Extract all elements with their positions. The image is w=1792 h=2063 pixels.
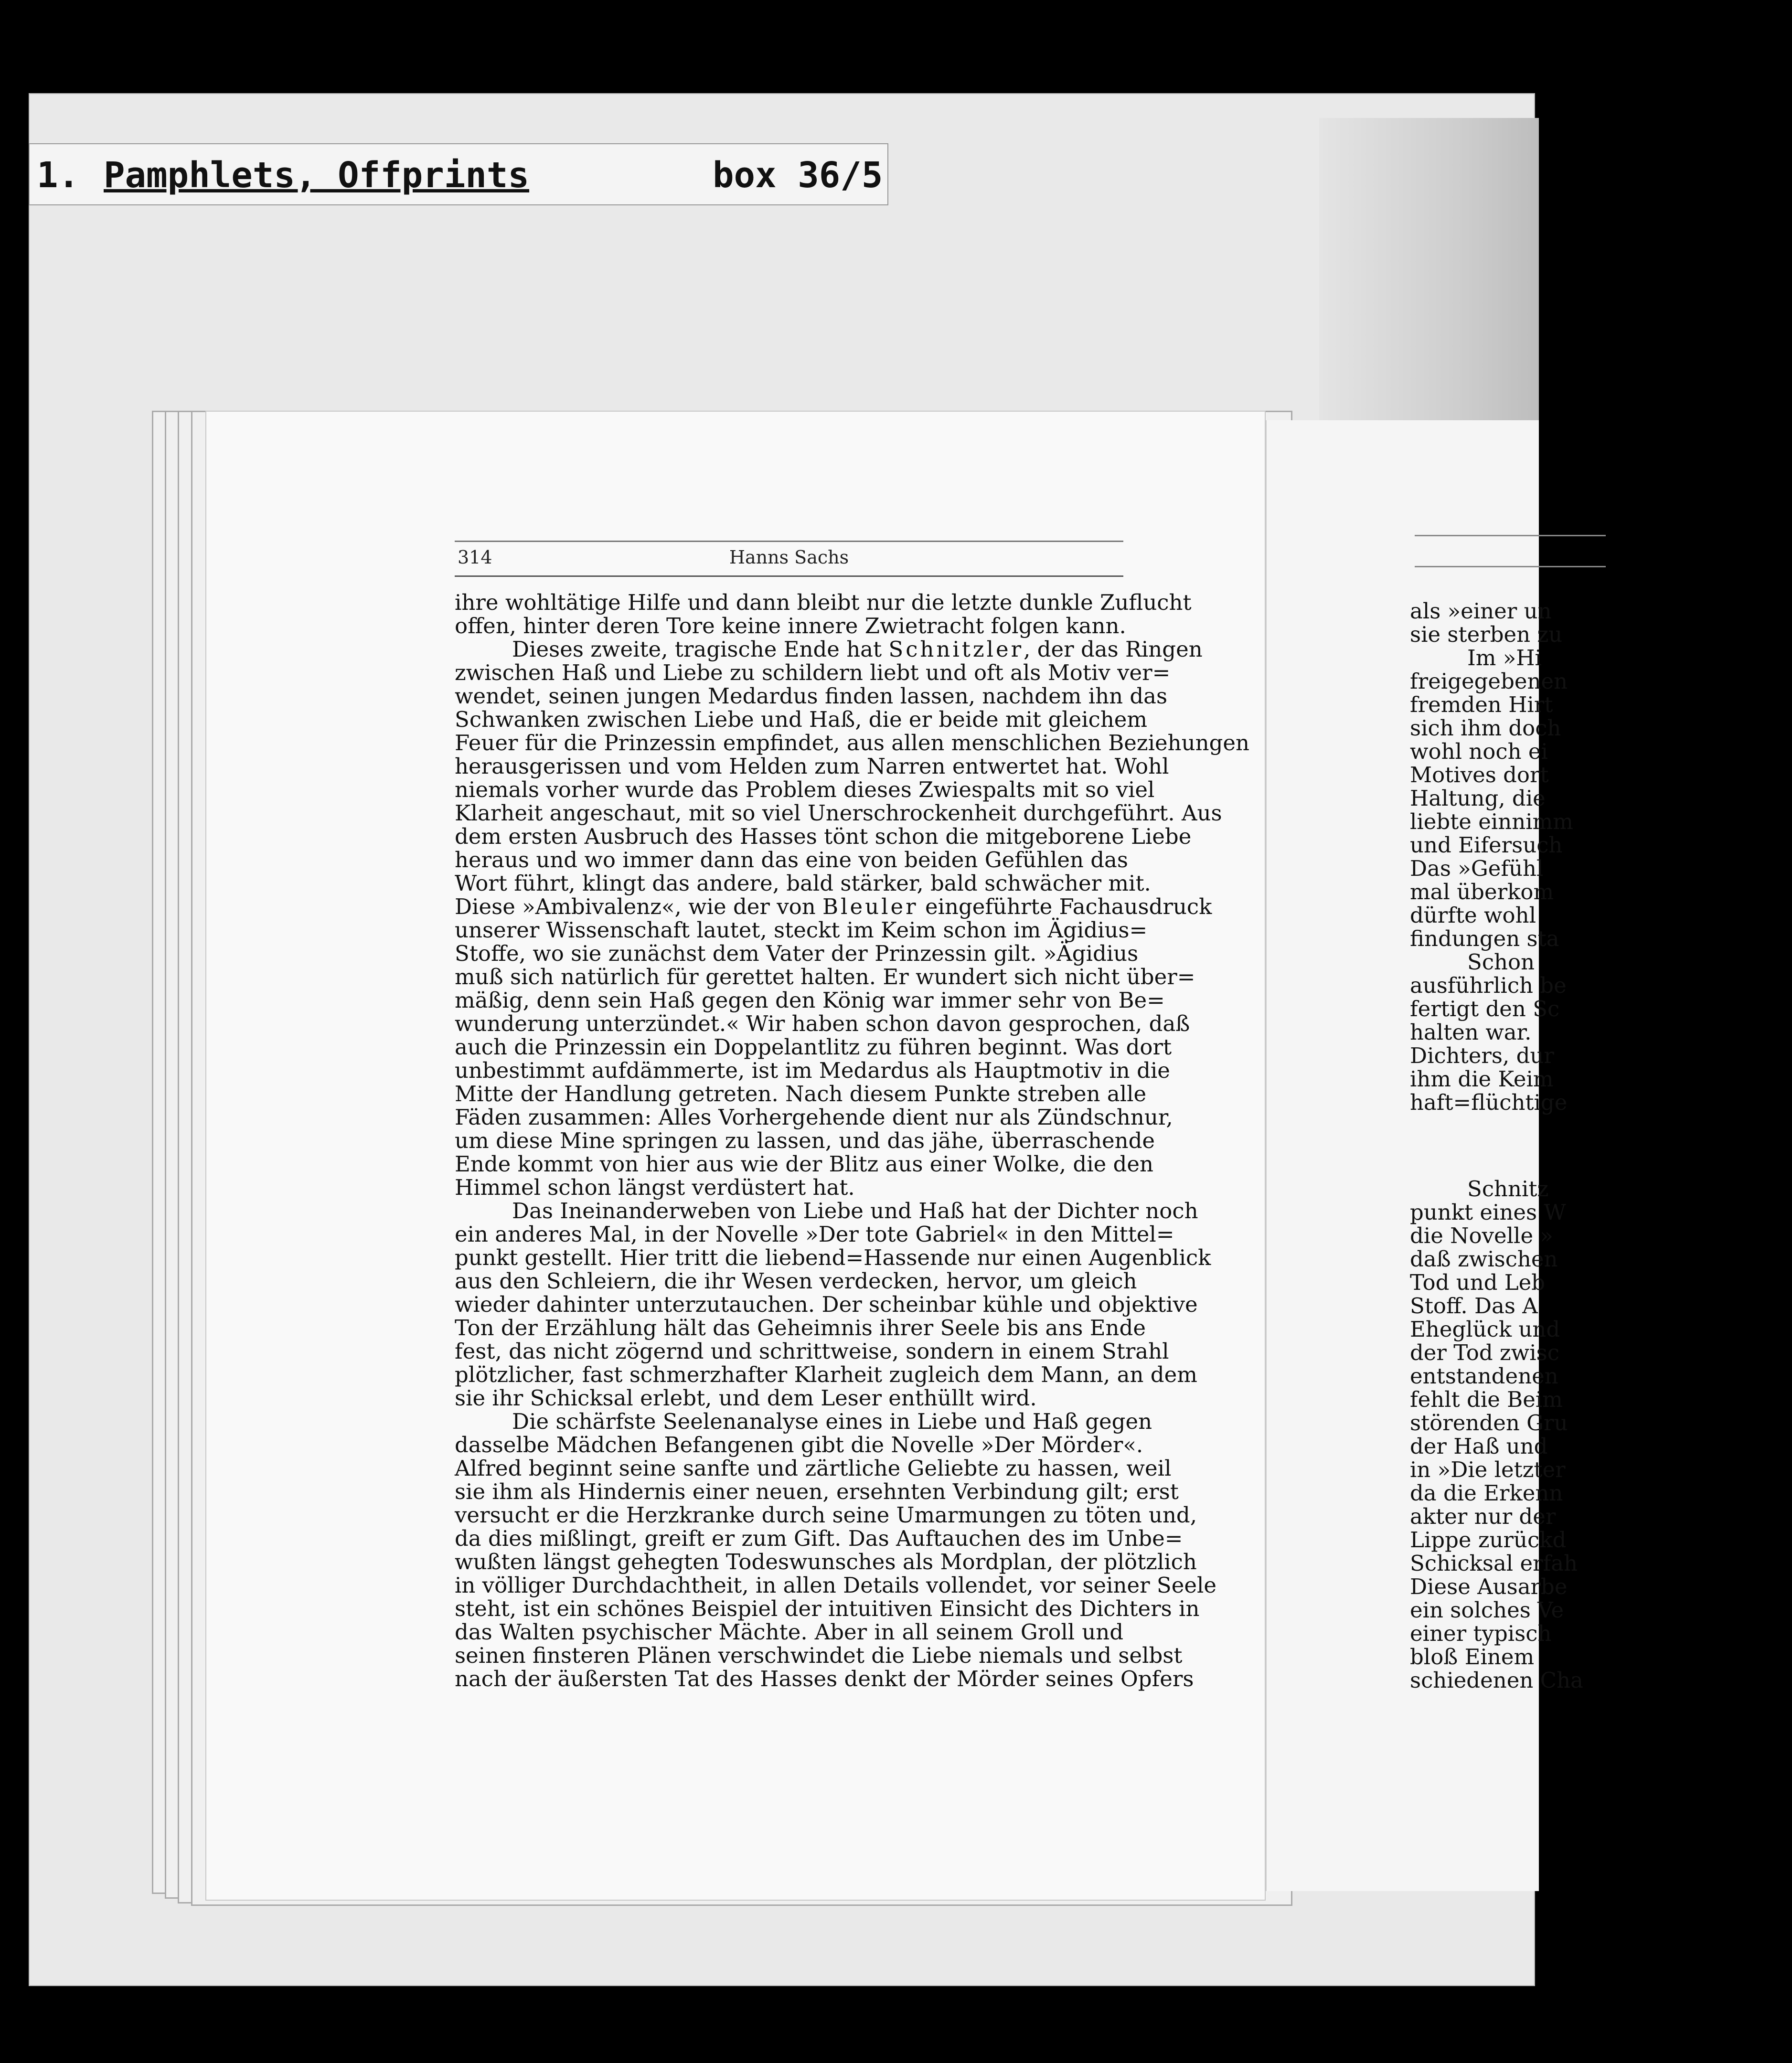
facing-text-line: Motives dort [1410, 762, 1549, 787]
facing-text-line: entstandenen [1410, 1363, 1558, 1389]
text-line: zwischen Haß und Liebe zu schildern liebt und oft als Motiv ver= [455, 660, 1171, 685]
book-page-314 [205, 411, 1266, 1901]
facing-text-line: punkt eines W [1410, 1200, 1566, 1225]
facing-text-line: dürfte wohl [1410, 903, 1536, 928]
text-line: mäßig, denn sein Haß gegen den König war immer sehr von Be= [455, 988, 1165, 1013]
facing-text-line: störenden Gru [1410, 1410, 1568, 1436]
text-line: unserer Wissenschaft lautet, steckt im Keim schon im Ägidius= [455, 917, 1148, 943]
facing-text-line: Stoff. Das A [1410, 1293, 1538, 1319]
text-line: offen, hinter deren Tore keine innere Zwietracht folgen kann. [455, 613, 1126, 638]
text-run: Diese »Ambivalenz«, wie der von [455, 894, 823, 919]
facing-text-line: liebte einnimm [1410, 809, 1573, 834]
text-line: Mitte der Handlung getreten. Nach diesem Punkte streben alle [455, 1081, 1147, 1106]
text-line: nach der äußersten Tat des Hasses denkt der Mörder seines Opfers [455, 1666, 1194, 1691]
text-line: herausgerissen und vom Helden zum Narren entwertet hat. Wohl [455, 754, 1169, 779]
facing-text-line: Lippe zurückd [1410, 1527, 1567, 1553]
text-run: , der das Ringen [1024, 637, 1203, 662]
text-line: Das Ineinanderweben von Liebe und Haß hat der Dichter noch [512, 1198, 1198, 1223]
running-head-author: Hanns Sachs [729, 547, 849, 568]
text-line: auch die Prinzessin ein Doppelantlitz zu führen beginnt. Was dort [455, 1034, 1172, 1060]
text-line: ihre wohltätige Hilfe und dann bleibt nur die letzte dunkle Zuflucht [455, 590, 1192, 615]
facing-text-line: findungen sta [1410, 926, 1559, 951]
facing-text-line: akter nur der [1410, 1504, 1556, 1529]
facing-text-line: da die Erkenn [1410, 1480, 1563, 1506]
facing-text-line: bloß Einem [1410, 1644, 1535, 1670]
facing-text-line: die Novelle » [1410, 1223, 1553, 1248]
text-line: fest, das nicht zögernd und schrittweise, sondern in einem Strahl [455, 1339, 1169, 1364]
facing-text-line: schiedenen Cha [1410, 1668, 1583, 1693]
running-head [455, 541, 1123, 577]
facing-text-line: Schnitz [1467, 1176, 1549, 1202]
archive-label-category: Pamphlets, Offprints [104, 155, 530, 196]
text-line: wunderung unterzündet.« Wir haben schon davon gesprochen, daß [455, 1011, 1190, 1036]
facing-text-line: ausführlich be [1410, 973, 1567, 998]
text-run: eingeführte Fachausdruck [918, 894, 1212, 919]
facing-page-head-rule [1415, 535, 1606, 536]
text-line: steht, ist ein schönes Beispiel der intuitiven Einsicht des Dichters in [455, 1596, 1200, 1621]
text-line: Wort führt, klingt das andere, bald stärker, bald schwächer mit. [455, 871, 1151, 896]
facing-text-line: sich ihm doch [1410, 715, 1561, 741]
spaced-name: Schnitzler [888, 637, 1024, 662]
text-line [455, 637, 1203, 662]
text-line: Ton der Erzählung hält das Geheimnis ihrer Seele bis ans Ende [455, 1315, 1146, 1340]
facing-text-line: fremden Hirt [1410, 692, 1553, 717]
facing-text-line: halten war. [1410, 1020, 1532, 1045]
facing-text-line: Eheglück und [1410, 1317, 1560, 1342]
text-line: Alfred beginnt seine sanfte und zärtliche Geliebte zu hassen, weil [455, 1456, 1172, 1481]
text-line: wußten längst gehegten Todeswunsches als Mordplan, der plötzlich [455, 1549, 1197, 1574]
archive-label [29, 143, 888, 205]
text-line: wendet, seinen jungen Medardus finden lassen, nachdem ihn das [455, 683, 1168, 709]
text-line: sie ihm als Hindernis einer neuen, ersehnten Verbindung gilt; erst [455, 1479, 1179, 1504]
archive-label-box: box 36/5 [713, 155, 883, 196]
page-number: 314 [458, 547, 492, 568]
facing-text-line: daß zwischen [1410, 1246, 1558, 1272]
facing-text-line: sie sterben zu [1410, 622, 1563, 647]
text-line: um diese Mine springen zu lassen, und das jähe, überraschende [455, 1128, 1155, 1153]
text-run: Dieses zweite, tragische Ende hat [512, 637, 889, 662]
text-line: punkt gestellt. Hier tritt die liebend=Hassende nur einen Augenblick [455, 1245, 1211, 1270]
facing-text-line: fertigt den Sc [1410, 996, 1560, 1021]
facing-text-line: und Eifersuch [1410, 832, 1563, 858]
facing-text-line: haft=flüchtige [1410, 1090, 1568, 1115]
text-line: in völliger Durchdachtheit, in allen Details vollendet, vor seiner Seele [455, 1573, 1217, 1598]
text-line: sie ihr Schicksal erlebt, und dem Leser enthüllt wird. [455, 1385, 1037, 1411]
facing-text-line: wohl noch ei [1410, 739, 1548, 764]
text-line: aus den Schleiern, die ihr Wesen verdecken, hervor, um gleich [455, 1268, 1137, 1294]
text-line: ein anderes Mal, in der Novelle »Der tote Gabriel« in den Mittel= [455, 1222, 1174, 1247]
text-line: versucht er die Herzkranke durch seine Umarmungen zu töten und, [455, 1502, 1197, 1528]
text-line: dasselbe Mädchen Befangenen gibt die Novelle »Der Mörder«. [455, 1432, 1143, 1457]
facing-text-line: Im »Hi [1467, 645, 1542, 670]
facing-text-line: Diese Ausarbe [1410, 1574, 1568, 1599]
text-line: Fäden zusammen: Alles Vorhergehende dient nur als Zündschnur, [455, 1105, 1173, 1130]
facing-text-line: Schicksal erfah [1410, 1551, 1578, 1576]
facing-text-line: der Tod zwisc [1410, 1340, 1559, 1365]
facing-text-line: Schon [1467, 949, 1535, 975]
text-line: muß sich natürlich für gerettet halten. Er wundert sich nicht über= [455, 964, 1195, 989]
facing-text-line: Tod und Leb [1410, 1270, 1546, 1295]
facing-page-text-upper [1410, 599, 1792, 1114]
facing-text-line: fehlt die Beim [1410, 1387, 1563, 1412]
facing-text-line: als »einer un [1410, 598, 1552, 624]
text-line: Schwanken zwischen Liebe und Haß, die er beide mit gleichem [455, 707, 1148, 732]
text-line: plötzlicher, fast schmerzhafter Klarheit zugleich dem Mann, an dem [455, 1362, 1197, 1387]
text-line: Klarheit angeschaut, mit so viel Unerschrockenheit durchgeführt. Aus [455, 800, 1222, 826]
text-line [455, 894, 1212, 919]
text-line: Stoffe, wo sie zunächst dem Vater der Prinzessin gilt. »Ägidius [455, 941, 1139, 966]
facing-text-line: in »Die letzter [1410, 1457, 1566, 1482]
text-line: seinen finsteren Plänen verschwindet die Liebe niemals und selbst [455, 1643, 1183, 1668]
facing-page-head-rule [1415, 566, 1606, 567]
facing-text-line: mal überkom [1410, 879, 1554, 904]
facing-text-line: der Haß und [1410, 1434, 1548, 1459]
body-text [455, 590, 1249, 1691]
facing-text-line: Haltung, die [1410, 786, 1546, 811]
text-line: niemals vorher wurde das Problem dieses Zwiespalts mit so viel [455, 777, 1155, 802]
facing-text-line: ihm die Keim [1410, 1066, 1554, 1092]
spaced-name: Bleuler [822, 894, 918, 919]
archive-label-number: 1. [37, 155, 80, 196]
text-line: Ende kommt von hier aus wie der Blitz aus einer Wolke, die den [455, 1151, 1153, 1177]
text-line: unbestimmt aufdämmerte, ist im Medardus als Hauptmotiv in die [455, 1058, 1170, 1083]
text-line: Die schärfste Seelenanalyse eines in Liebe und Haß gegen [512, 1409, 1152, 1434]
text-line: dem ersten Ausbruch des Hasses tönt schon die mitgeborene Liebe [455, 824, 1192, 849]
facing-text-line: einer typisch [1410, 1621, 1552, 1646]
facing-text-line: Dichters, dur [1410, 1043, 1554, 1068]
text-line: da dies mißlingt, greift er zum Gift. Das Auftauchen des im Unbe= [455, 1526, 1183, 1551]
text-line: wieder dahinter unterzutauchen. Der scheinbar kühle und objektive [455, 1292, 1198, 1317]
text-line: heraus und wo immer dann das eine von beiden Gefühlen das [455, 847, 1128, 872]
facing-page [1266, 420, 1583, 1891]
text-line: das Walten psychischer Mächte. Aber in all seinem Groll und [455, 1619, 1123, 1645]
facing-page-text-lower [1410, 1177, 1792, 1692]
facing-text-line: Das »Gefühl [1410, 856, 1544, 881]
text-line: Feuer für die Prinzessin empfindet, aus allen menschlichen Beziehungen [455, 730, 1249, 755]
text-line: Himmel schon längst verdüstert hat. [455, 1175, 855, 1200]
facing-text-line: freigegebenen [1410, 669, 1568, 694]
facing-text-line: ein solches Ve [1410, 1597, 1564, 1623]
